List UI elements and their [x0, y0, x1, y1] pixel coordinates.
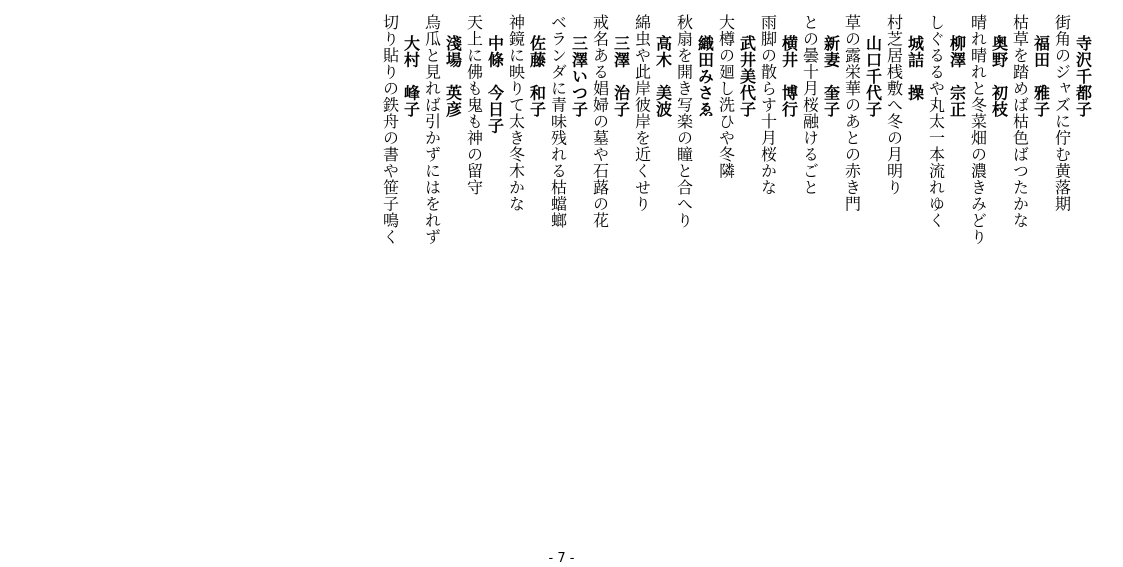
author-name: 大村 峰子	[401, 35, 421, 118]
haiku-entry	[421, 8, 463, 245]
haiku-entry	[1009, 8, 1051, 229]
author-name: 寺沢千都子	[1073, 35, 1093, 118]
author-name: 中條 今日子	[485, 35, 505, 134]
haiku-text: との曇十月桜融けるごと	[800, 14, 820, 196]
haiku-text: 枯草を踏めば枯色ばつたかな	[1010, 14, 1030, 229]
haiku-text: 晴れ晴れと冬菜畑の濃きみどり	[968, 14, 988, 245]
author-name: 三澤 治子	[611, 35, 631, 118]
haiku-entry	[379, 8, 421, 245]
haiku-entry	[1051, 8, 1093, 212]
haiku-entry	[799, 8, 841, 196]
haiku-columns	[379, 8, 1093, 308]
author-name: 福田 雅子	[1031, 35, 1051, 118]
haiku-entry	[757, 8, 799, 196]
author-name: 織田みさゑ	[695, 35, 715, 118]
haiku-text: 天上に佛も鬼も神の留守	[464, 14, 484, 196]
haiku-entry	[967, 8, 1009, 245]
haiku-entry	[841, 8, 883, 212]
haiku-text: 烏瓜と見れば引かずにはをれず	[422, 14, 442, 245]
author-name: 山口千代子	[863, 35, 883, 118]
author-name: 奥野 初枝	[989, 35, 1009, 118]
haiku-text: 街角のジャズに佇む黄落期	[1052, 14, 1072, 212]
author-name: 柳澤 宗正	[947, 35, 967, 118]
author-name: 新妻 奎子	[821, 35, 841, 118]
haiku-text: 綿虫や此岸彼岸を近くせり	[632, 14, 652, 212]
haiku-entry	[883, 8, 925, 196]
haiku-entry	[925, 8, 967, 229]
author-name: 横井 博行	[779, 35, 799, 118]
haiku-text: 戒名ある娼婦の墓や石蕗の花	[590, 14, 610, 229]
haiku-text: 神鏡に映りて太き冬木かな	[506, 14, 526, 212]
haiku-text: しぐるるや丸太一本流れゆく	[926, 14, 946, 229]
haiku-entry	[673, 8, 715, 229]
haiku-entry	[631, 8, 673, 212]
haiku-text: 草の露栄華のあとの赤き門	[842, 14, 862, 212]
haiku-text: 雨脚の散らす十月桜かな	[758, 14, 778, 196]
haiku-text: ベランダに青味残れる枯蟷螂	[548, 14, 568, 229]
haiku-entry	[547, 8, 589, 229]
author-name: 武井美代子	[737, 35, 757, 118]
haiku-text: 大樽の廻し洗ひや冬隣	[716, 14, 736, 179]
author-name: 淺場 英彦	[443, 35, 463, 118]
haiku-entry	[505, 8, 547, 212]
haiku-text: 切り貼りの鉄舟の書や笹子鳴く	[380, 14, 400, 245]
haiku-text: 秋扇を開き写楽の瞳と合へり	[674, 14, 694, 229]
haiku-entry	[715, 8, 757, 179]
haiku-entry	[463, 8, 505, 196]
author-name: 三澤いつ子	[569, 35, 589, 118]
author-name: 高木 美波	[653, 35, 673, 118]
page-number: - 7 -	[548, 551, 575, 566]
author-name: 佐藤 和子	[527, 35, 547, 118]
author-name: 城詰 操	[905, 35, 925, 101]
haiku-entry	[589, 8, 631, 229]
haiku-text: 村芝居桟敷へ冬の月明り	[884, 14, 904, 196]
